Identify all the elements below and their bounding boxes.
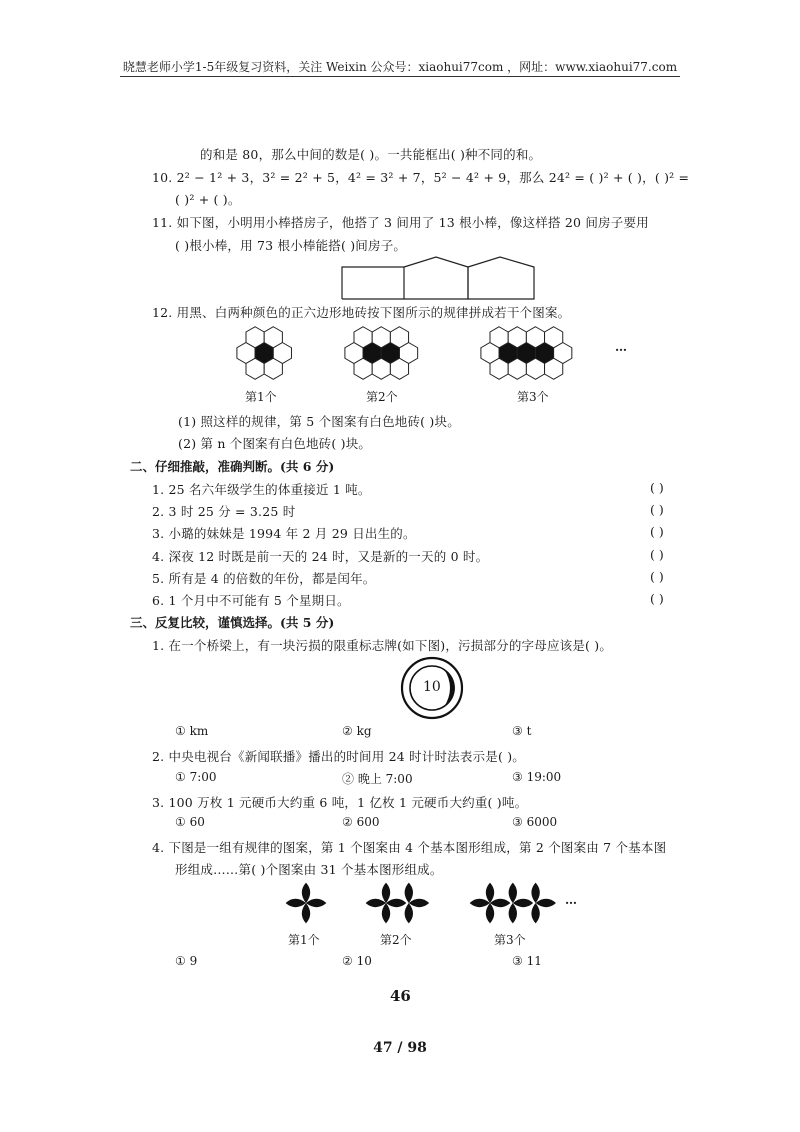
q4-option-2[interactable]: ② 10	[342, 954, 372, 968]
star-caption-2: 第2个	[380, 933, 412, 947]
star-caption-3: 第3个	[494, 933, 526, 947]
q2-option-2[interactable]: ② 晚上 7:00	[342, 772, 413, 786]
star-caption-1: 第1个	[288, 933, 320, 947]
q4-option-1[interactable]: ① 9	[175, 954, 198, 968]
star-petal-shape	[486, 903, 494, 923]
star-petal-shape	[536, 899, 556, 907]
star-petal-shape	[490, 899, 510, 907]
answer-blank-5[interactable]: ( )	[650, 569, 664, 584]
star-petal-shape	[302, 883, 310, 903]
judge-item-1: 1. 25 名六年级学生的体重接近 1 吨。	[152, 482, 371, 497]
star-petal-shape	[409, 899, 429, 907]
q4-option-3[interactable]: ③ 11	[512, 954, 542, 968]
judge-item-5: 5. 所有是 4 的倍数的年份，都是闰年。	[152, 571, 376, 586]
q1-option-1[interactable]: ① km	[175, 724, 209, 738]
star-petal-shape	[513, 899, 533, 907]
star-petal-shape	[486, 883, 494, 903]
judge-item-6: 6. 1 个月中不可能有 5 个星期日。	[152, 593, 350, 608]
page-counter: 47 / 98	[373, 1040, 427, 1056]
choice-q3: 3. 100 万枚 1 元硬币大约重 6 吨，1 亿枚 1 元硬币大约重( )吨。	[152, 795, 528, 810]
star-petal-shape	[286, 899, 306, 907]
q3-option-1[interactable]: ① 60	[175, 815, 205, 829]
page-number: 46	[390, 987, 411, 1005]
star-petal-shape	[366, 899, 386, 907]
document-header: 晓慧老师小学1-5年级复习资料，关注 Weixin 公众号：xiaohui77com ，网址：www.xiaohui77.com	[122, 60, 678, 74]
answer-blank-4[interactable]: ( )	[650, 547, 664, 562]
q3-option-3[interactable]: ③ 6000	[512, 815, 558, 829]
judge-item-4: 4. 深夜 12 时既是前一天的 24 时，又是新的一天的 0 时。	[152, 549, 489, 564]
q1-option-2[interactable]: ② kg	[342, 724, 372, 738]
section3-title: 三、反复比较，谨慎选择。(共 5 分)	[130, 615, 335, 630]
q10-line1: 10. 2² − 1² + 3，3² = 2² + 5，4² = 3² + 7，5² − 4² + 9，那么 24² = ( )² + ( )，( )² =	[152, 170, 690, 185]
q3-option-2[interactable]: ② 600	[342, 815, 380, 829]
choice-q4-line2: 形组成……第( )个图案由 31 个基本图形组成。	[175, 862, 443, 877]
q11-line1: 11. 如下图，小明用小棒搭房子，他搭了 3 间用了 13 根小棒，像这样搭 20 间房子要用	[152, 215, 649, 230]
answer-blank-3[interactable]: ( )	[650, 524, 664, 539]
star-petal-shape	[382, 903, 390, 923]
q10-line2: ( )² + ( )。	[175, 192, 241, 207]
hex-caption-1: 第1个	[245, 390, 277, 404]
star-petal-shape	[509, 903, 517, 923]
star-petal-shape	[386, 899, 406, 907]
q9-continuation: 的和是 80，那么中间的数是( )。一共能框出( )种不同的和。	[200, 147, 542, 162]
star-petal-shape	[302, 903, 310, 923]
q12-sub1: (1) 照这样的规律，第 5 个图案有白色地砖( )块。	[178, 414, 460, 429]
choice-q4-line1: 4. 下图是一组有规律的图案，第 1 个图案由 4 个基本图形组成，第 2 个图案由 7 个基本图	[152, 840, 667, 855]
q2-option-1[interactable]: ① 7:00	[175, 770, 217, 784]
answer-blank-1[interactable]: ( )	[650, 480, 664, 495]
star-ellipsis: …	[565, 893, 577, 907]
q2-option-3[interactable]: ③ 19:00	[512, 770, 562, 784]
star-petal-shape	[405, 903, 413, 923]
q12-line: 12. 用黑、白两种颜色的正六边形地砖按下图所示的规律拼成若干个图案。	[152, 305, 571, 320]
star-petal-shape	[509, 883, 517, 903]
star-petal-shape	[531, 903, 539, 923]
hex-caption-2: 第2个	[366, 390, 398, 404]
q1-option-3[interactable]: ③ t	[512, 724, 532, 738]
star-petal-shape	[470, 899, 490, 907]
answer-blank-2[interactable]: ( )	[650, 502, 664, 517]
star-petal-shape	[531, 883, 539, 903]
hex-ellipsis: …	[615, 340, 627, 354]
choice-q1: 1. 在一个桥梁上，有一块污损的限重标志牌(如下图)，污损部分的字母应该是( )。	[152, 638, 613, 653]
section2-title: 二、仔细推敲，准确判断。(共 6 分)	[130, 459, 335, 474]
star-petal-shape	[306, 899, 326, 907]
star-petal-shape	[382, 883, 390, 903]
hex-caption-3: 第3个	[517, 390, 549, 404]
q11-line2: ( )根小棒，用 73 根小棒能搭( )间房子。	[175, 238, 407, 253]
sign-number: 10	[423, 679, 441, 695]
q12-sub2: (2) 第 n 个图案有白色地砖( )块。	[178, 436, 372, 451]
judge-item-2: 2. 3 时 25 分 = 3.25 时	[152, 504, 296, 519]
star-petal-shape	[405, 883, 413, 903]
choice-q2: 2. 中央电视台《新闻联播》播出的时间用 24 时计时法表示是( )。	[152, 749, 525, 764]
judge-item-3: 3. 小璐的妹妹是 1994 年 2 月 29 日出生的。	[152, 526, 416, 541]
answer-blank-6[interactable]: ( )	[650, 591, 664, 606]
